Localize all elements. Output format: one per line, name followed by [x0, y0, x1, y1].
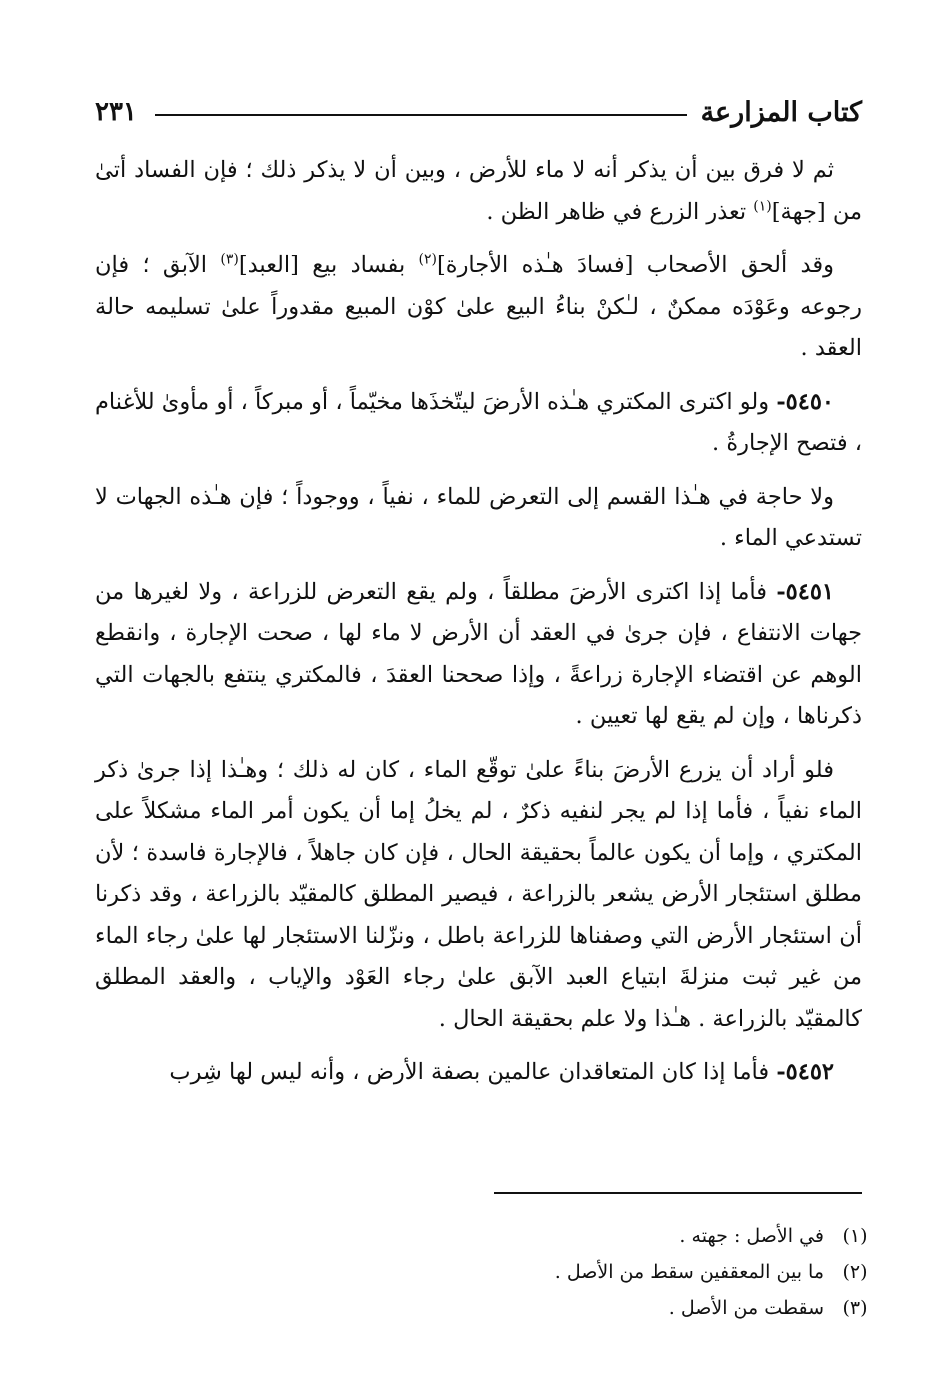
- paragraph-text: ولو اكترى المكتري هـٰذه الأرضَ ليتّخذَها مخيّماً ، أو مبركاً ، أو مأوىٰ للأغنام ، فتصح الإجارةُ .: [95, 388, 862, 456]
- footnote-2: [95, 1254, 872, 1290]
- paragraph-text: فلو أراد أن يزرع الأرضَ بناءً علىٰ توقّع الماء ، كان له ذلك ؛ وهـٰذا إذا جرىٰ ذكر الماء نفياً ، فأما إذا لم يجر لنفيه ذكرٌ ، لم يخلُ إما أن يكون أمر الماء مشكلاً على المكتري ، وإما أن يكون عالماً بحقيقة الحال ، فإن كان جاهلاً ، فالإجارة فاسدة ؛ لأن مطلق استئجار الأرض يشعر بالزراعة ، فيصير المطلق كالمقيّد بالزراعة ، وقد ذكرنا أن استئجار الأرض التي وصفناها للزراعة باطل ، ونزّلنا الاستئجار لها علىٰ رجاء الماء من غير ثبت منزلةَ ابتياع العبد الآبق علىٰ رجاء العَوْد والإياب ، والعقد المطلق كالمقيّد بالزراعة . هـٰذا ولا علم بحقيقة الحال .: [95, 756, 862, 1032]
- paragraph-5452: [95, 1052, 862, 1094]
- footnote-text: سقطت من الأصل .: [668, 1297, 824, 1319]
- paragraph-text: تعذر الزرع في ظاهر الظن .: [486, 198, 754, 225]
- paragraph-5450: [95, 382, 862, 465]
- footnote-ref-2: (٢): [418, 251, 437, 268]
- paragraph-text: وقد ألحق الأصحاب [فسادَ هـٰذه الأجارة]: [437, 252, 834, 278]
- paragraph-text: الآبق ؛ فإن رجوعه وعَوْدَه ممكنٌ ، لـٰكنْ بناءُ البيع علىٰ كوْن المبيع مقدوراً علىٰ تسليمه حالة العقد .: [95, 252, 862, 361]
- footnote-separator: [494, 1192, 862, 1194]
- footnote-ref-3: (٣): [220, 251, 239, 268]
- footnote-mark: (١): [842, 1225, 868, 1247]
- paragraph-text: فأما إذا اكترى الأرضَ مطلقاً ، ولم يقع التعرض للزراعة ، ولا لغيرها من جهات الانتفاع ، فإن جرىٰ في العقد أن الأرض لا ماء لها ، صحت الإجارة ، وانقطع الوهم عن اقتضاء الإجارة زراعةً ، وإذا صححنا العقدَ ، فالمكتري ينتفع بالجهات التي ذكرناها ، وإن لم يقع لها تعيين .: [95, 578, 862, 729]
- paragraph-4: [95, 477, 862, 560]
- paragraph-text: فأما إذا كان المتعاقدان عالمين بصفة الأرض ، وأنه ليس لها شِرب: [169, 1059, 777, 1085]
- issue-number: ٥٤٥٢-: [776, 1059, 834, 1085]
- footnote-ref-1: (١): [753, 198, 772, 214]
- paragraph-2: [95, 245, 862, 370]
- footnotes: [95, 1218, 872, 1326]
- issue-number: ٥٤٥١-: [776, 578, 834, 605]
- paragraph-text: ثم لا فرق بين أن يذكر أنه لا ماء للأرض ، وبين أن لا يذكر ذلك ؛ فإن الفساد أتىٰ من [جهة]: [95, 157, 862, 225]
- paragraph-6: [95, 750, 862, 1041]
- paragraph-text: ولا حاجة في هـٰذا القسم إلى التعرض للماء ، نفياً ، ووجوداً ؛ فإن هـٰذه الجهات لا تستدعي الماء .: [95, 483, 862, 551]
- paragraph-1: [95, 150, 862, 233]
- main-text: [95, 150, 862, 1106]
- paragraph-text: بفساد بيع [العبد]: [238, 252, 419, 278]
- chapter-title: كتاب المزارعة: [700, 96, 862, 128]
- issue-number: ٥٤٥٠-: [776, 388, 834, 415]
- footnote-text: في الأصل : جهته .: [679, 1225, 824, 1247]
- footnote-text: ما بين المعقفين سقط من الأصل .: [554, 1261, 824, 1283]
- footnote-mark: (٣): [842, 1297, 868, 1319]
- paragraph-5451: [95, 572, 862, 738]
- header-rule: [155, 114, 687, 116]
- running-header: [95, 92, 862, 132]
- footnote-mark: (٢): [842, 1261, 868, 1283]
- footnote-3: [95, 1290, 872, 1326]
- page-number: ٢٣١: [95, 97, 137, 127]
- footnote-1: [95, 1218, 872, 1254]
